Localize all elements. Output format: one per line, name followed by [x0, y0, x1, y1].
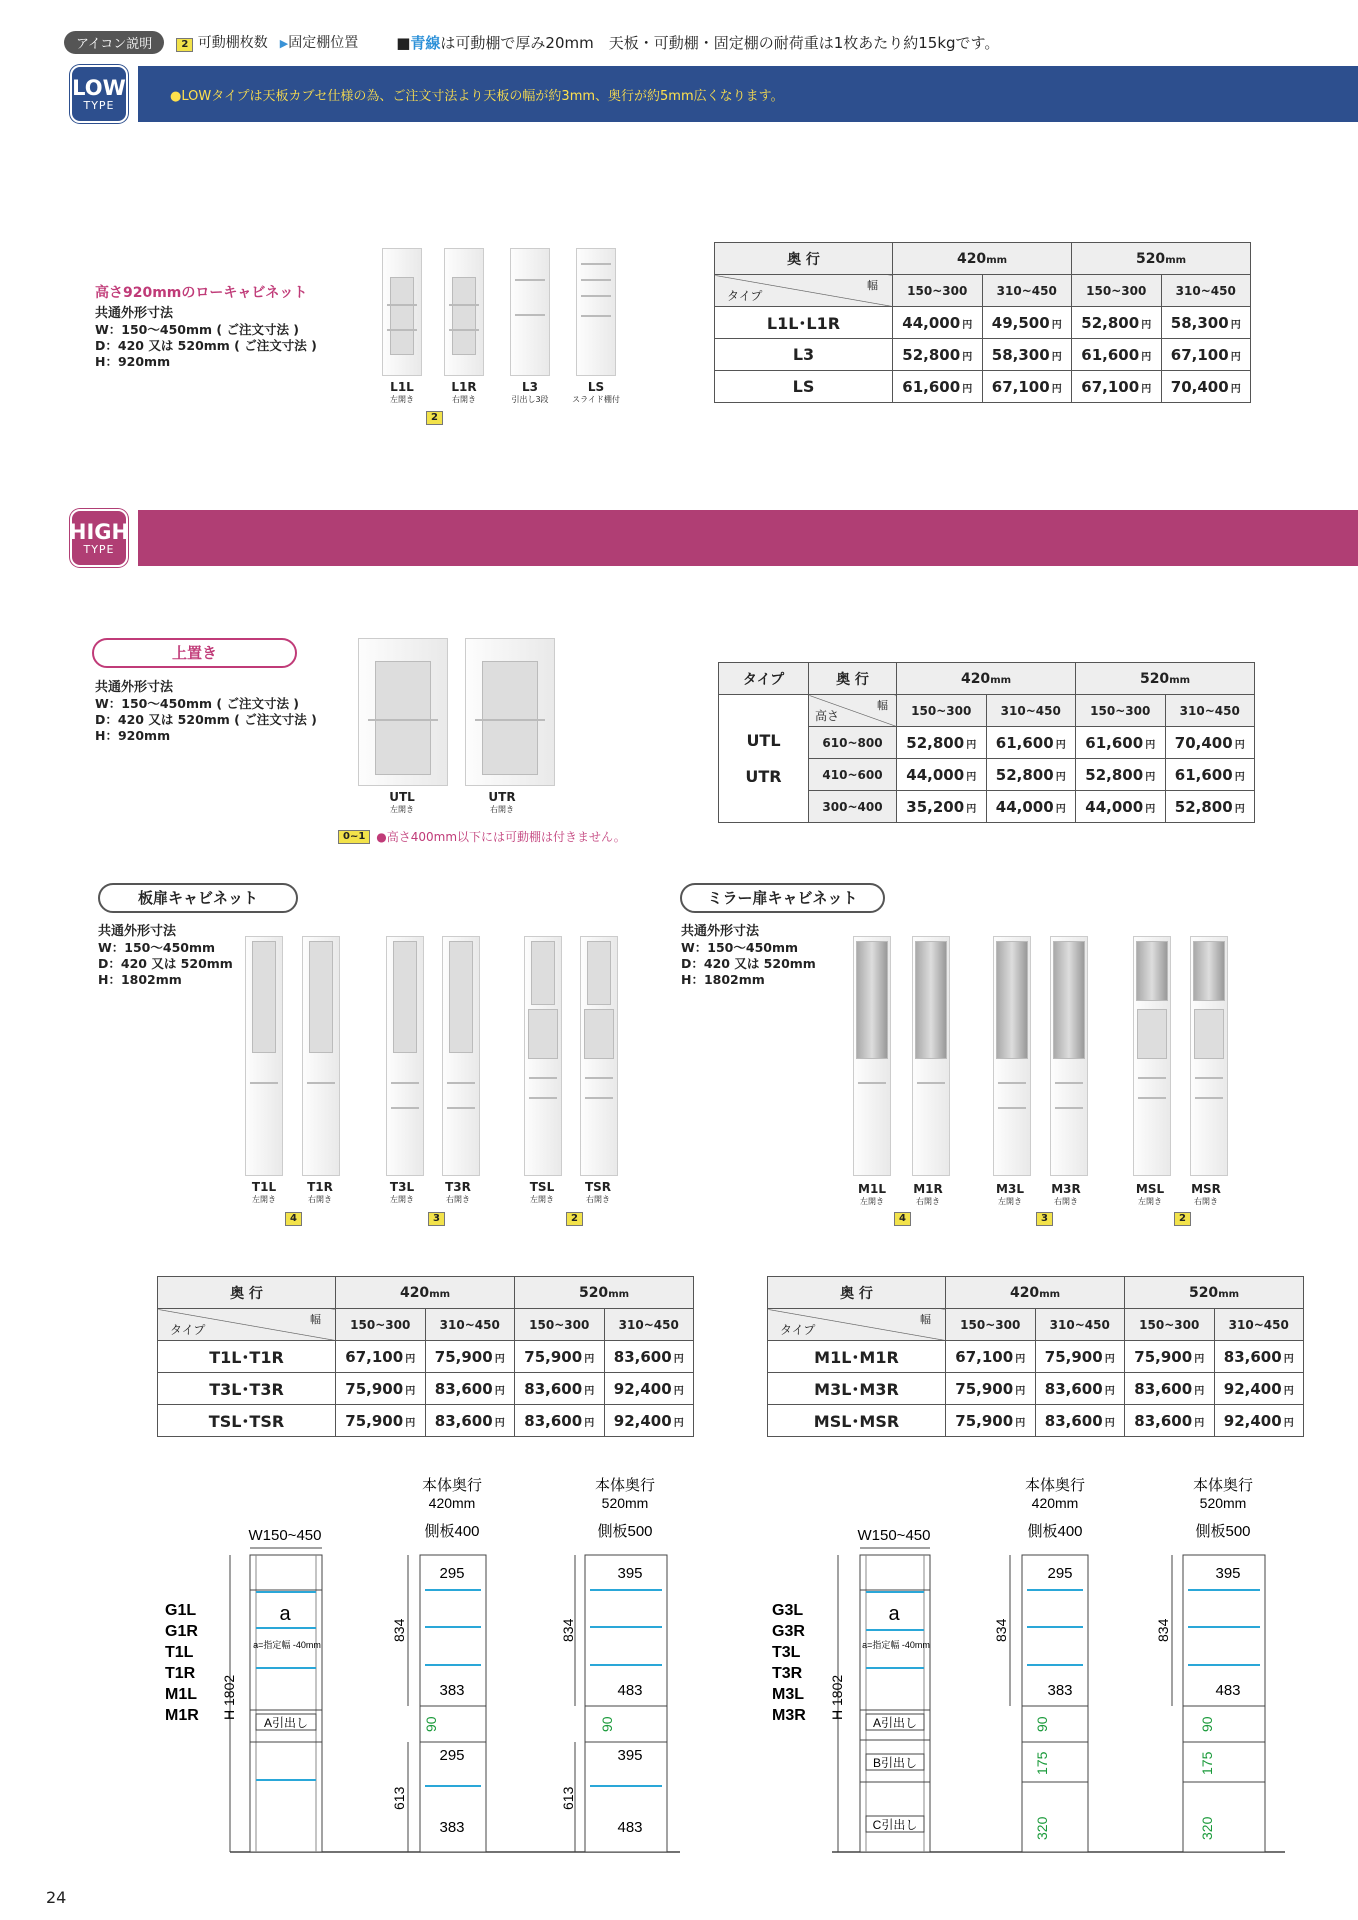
- svg-text:483: 483: [617, 1682, 643, 1699]
- table-row: 410~600 44,000 円 52,800 円 52,800 円 61,600 円: [719, 759, 1255, 791]
- table-row: T3L･T3R 75,900 円 83,600 円 83,600 円 92,400 円: [158, 1373, 694, 1405]
- top-unit-title: 上置き: [92, 638, 297, 668]
- svg-text:W150~450: W150~450: [857, 1527, 931, 1544]
- svg-text:383: 383: [439, 1682, 465, 1699]
- badge-m3: 3: [1036, 1212, 1053, 1226]
- low-spec: 共通外形寸法 W：150～450mm ( ご注文寸法 ) D：420 又は 520mm ( ご注文寸法 ) H：920mm: [95, 306, 317, 369]
- table-row: T1L･T1R 67,100 円 75,900 円 75,900 円 83,600 円: [158, 1341, 694, 1373]
- label-utr: UTR 右開き: [488, 790, 516, 814]
- cabinet-m1r: [912, 936, 950, 1176]
- page-number: 24: [46, 1888, 67, 1907]
- model-code: G3R: [772, 1623, 805, 1640]
- label-l3: L3 引出し3段: [511, 380, 549, 404]
- mirror-price-table: 奥 行 420mm 520mm タイプ 幅 150~300 310~450 150~300 310~450 M1L･M1R 67,100 円 75,900 円 75,900 円 83,600 円 M3L･M3R 75,900 円 83,600 円 83,600 円 92,400 円 MSL･MSR 75,900 円 83,600 円 83,600 円 92,400 円: [767, 1276, 1304, 1437]
- shelf-count-text: 可動棚枚数: [197, 35, 268, 51]
- svg-text:420mm: 420mm: [1031, 1495, 1079, 1511]
- low-price-table: 奥 行 420mm 520mm タイプ 幅 150~300 310~450 150~300 310~450 L1L･L1R 44,000 円 49,500 円 52,800 円 58,300 円 L3 52,800 円 58,300 円 61,600 円 67,100 円 LS 61,600 円 67,100 円 67,100 円 70,400 円: [714, 242, 1251, 403]
- model-code: G1L: [165, 1602, 197, 1619]
- badge-t3: 3: [428, 1212, 445, 1226]
- low-title: 高さ920mmのローキャビネット: [95, 285, 308, 301]
- svg-text:90: 90: [423, 1716, 439, 1732]
- svg-text:320: 320: [1199, 1816, 1215, 1840]
- cabinet-utl: [358, 638, 448, 786]
- cabinet-ls: [576, 248, 616, 376]
- model-code: M1L: [165, 1686, 197, 1703]
- fixed-shelf-text: 固定棚位置: [288, 35, 359, 51]
- badge-m1: 4: [894, 1212, 911, 1226]
- label-m3l: M3L 左開き: [996, 1182, 1024, 1206]
- svg-text:395: 395: [617, 1565, 643, 1582]
- table-row: TSL･TSR 75,900 円 83,600 円 83,600 円 92,400 円: [158, 1405, 694, 1437]
- cabinet-l3: [510, 248, 550, 376]
- svg-text:320: 320: [1034, 1816, 1050, 1840]
- svg-text:834: 834: [391, 1618, 407, 1642]
- model-code: T3L: [772, 1644, 801, 1661]
- svg-text:175: 175: [1034, 1751, 1050, 1775]
- svg-text:420mm: 420mm: [428, 1495, 476, 1511]
- svg-text:613: 613: [560, 1786, 576, 1810]
- left-front-view: [165, 1527, 322, 1852]
- label-msl: MSL 左開き: [1135, 1182, 1165, 1206]
- svg-text:a: a: [279, 1603, 291, 1625]
- top-unit-spec: 共通外形寸法 W：150～450mm ( ご注文寸法 ) D：420 又は 520mm ( ご注文寸法 ) H：920mm: [95, 680, 317, 743]
- svg-text:90: 90: [1034, 1716, 1050, 1732]
- label-msr: MSR 右開き: [1191, 1182, 1221, 1206]
- svg-text:a=指定幅 -40mm: a=指定幅 -40mm: [253, 1640, 321, 1650]
- svg-text:520mm: 520mm: [601, 1495, 649, 1511]
- model-code: M3R: [772, 1707, 806, 1724]
- svg-text:本体奥行: 本体奥行: [594, 1477, 656, 1494]
- label-t3l: T3L 左開き: [389, 1180, 415, 1204]
- cabinet-msr: [1190, 936, 1228, 1176]
- svg-text:a: a: [888, 1603, 900, 1625]
- svg-text:側板500: 側板500: [597, 1523, 653, 1540]
- svg-text:H 1802: H 1802: [221, 1674, 237, 1720]
- svg-text:90: 90: [599, 1716, 615, 1732]
- mirror-cabinet-title: ミラー扉キャビネット: [680, 883, 885, 913]
- model-code: T3R: [772, 1665, 803, 1682]
- cabinet-t3l: [386, 936, 424, 1176]
- table-row: L3 52,800 円 58,300 円 61,600 円 67,100 円: [715, 339, 1251, 371]
- low-band-note: ●LOWタイプは天板カブセ仕様の為、ご注文寸法より天板の幅が約3mm、奥行が約5mm広くなります。: [170, 89, 784, 104]
- left-side-520: [560, 1477, 667, 1852]
- svg-text:483: 483: [617, 1819, 643, 1836]
- model-code: M1R: [165, 1707, 199, 1724]
- label-t3r: T3R 右開き: [445, 1180, 471, 1204]
- model-code: M3L: [772, 1686, 804, 1703]
- high-type-band: [138, 510, 1358, 566]
- label-t1r: T1R 右開き: [307, 1180, 333, 1204]
- right-model-list: [772, 1602, 806, 1724]
- svg-text:C引出し: C引出し: [872, 1818, 918, 1832]
- shelf-note: ■青線は可動棚で厚み20mm 天板・可動棚・固定棚の耐荷重は1枚あたり約15kgです。: [396, 33, 1000, 52]
- label-m1r: M1R 右開き: [913, 1182, 943, 1206]
- svg-text:A引出し: A引出し: [263, 1716, 309, 1730]
- svg-text:834: 834: [1155, 1618, 1171, 1642]
- legend-title: アイコン説明: [64, 31, 164, 54]
- cabinet-msl: [1133, 936, 1171, 1176]
- cabinet-tsr: [580, 936, 618, 1176]
- badge-t1: 4: [285, 1212, 302, 1226]
- top-unit-note: 0~1 ●高さ400mm以下には可動棚は付きません。: [338, 828, 626, 845]
- cabinet-m3r: [1050, 936, 1088, 1176]
- label-ls: LS スライド棚付: [572, 380, 620, 404]
- svg-text:383: 383: [439, 1819, 465, 1836]
- cabinet-t1l: [245, 936, 283, 1176]
- right-side-420: [993, 1477, 1088, 1852]
- board-cabinet-title: 板扉キャビネット: [98, 883, 298, 913]
- table-row: 610~800 52,800 円 61,600 円 61,600 円 70,400 円: [719, 727, 1255, 759]
- svg-text:295: 295: [1047, 1565, 1073, 1582]
- table-row: M1L･M1R 67,100 円 75,900 円 75,900 円 83,600 円: [768, 1341, 1304, 1373]
- svg-text:383: 383: [1047, 1682, 1073, 1699]
- label-tsl: TSL 左開き: [529, 1180, 555, 1204]
- table-row: LS 61,600 円 67,100 円 67,100 円 70,400 円: [715, 371, 1251, 403]
- cabinet-l1r: [444, 248, 484, 376]
- model-code: G3L: [772, 1602, 804, 1619]
- label-l1r: L1R 右開き: [451, 380, 477, 404]
- cabinet-m1l: [853, 936, 891, 1176]
- svg-text:834: 834: [560, 1618, 576, 1642]
- mirror-cabinet-spec: 共通外形寸法 W：150～450mm D：420 又は 520mm H：1802mm: [681, 924, 816, 987]
- label-utl: UTL 左開き: [389, 790, 415, 814]
- table-row: MSL･MSR 75,900 円 83,600 円 83,600 円 92,400 円: [768, 1405, 1304, 1437]
- svg-text:90: 90: [1199, 1716, 1215, 1732]
- svg-text:483: 483: [1215, 1682, 1241, 1699]
- label-m1l: M1L 左開き: [858, 1182, 886, 1206]
- model-code: G1R: [165, 1623, 198, 1640]
- svg-text:H 1802: H 1802: [829, 1674, 845, 1720]
- label-t1l: T1L 左開き: [251, 1180, 277, 1204]
- svg-text:A引出し: A引出し: [872, 1716, 918, 1730]
- cabinet-l1l: [382, 248, 422, 376]
- model-code: T1L: [165, 1644, 194, 1661]
- table-row: 300~400 35,200 円 44,000 円 44,000 円 52,800 円: [719, 791, 1255, 823]
- badge-ts: 2: [566, 1212, 583, 1226]
- cabinet-m3l: [993, 936, 1031, 1176]
- svg-text:395: 395: [617, 1747, 643, 1764]
- low-shelf-badge: 2: [426, 411, 443, 425]
- svg-text:B引出し: B引出し: [872, 1756, 918, 1770]
- svg-text:613: 613: [391, 1786, 407, 1810]
- svg-text:側板500: 側板500: [1195, 1523, 1251, 1540]
- svg-text:295: 295: [439, 1747, 465, 1764]
- shelf-count-badge: 2: [176, 38, 193, 52]
- technical-drawings: [0, 1470, 1358, 1870]
- left-side-420: [391, 1477, 486, 1852]
- svg-text:本体奥行: 本体奥行: [1192, 1477, 1254, 1494]
- svg-text:395: 395: [1215, 1565, 1241, 1582]
- model-code: T1R: [165, 1665, 196, 1682]
- cabinet-tsl: [524, 936, 562, 1176]
- badge-ms: 2: [1174, 1212, 1191, 1226]
- low-type-badge: LOW TYPE: [70, 65, 128, 123]
- board-price-table: 奥 行 420mm 520mm タイプ 幅 150~300 310~450 150~300 310~450 T1L･T1R 67,100 円 75,900 円 75,900 円 83,600 円 T3L･T3R 75,900 円 83,600 円 83,600 円 92,400 円 TSL･TSR 75,900 円 83,600 円 83,600 円 92,400 円: [157, 1276, 694, 1437]
- svg-text:本体奥行: 本体奥行: [1024, 1477, 1086, 1494]
- svg-text:側板400: 側板400: [1027, 1523, 1083, 1540]
- fixed-shelf-triangle-icon: ▶: [279, 37, 289, 50]
- table-row: M3L･M3R 75,900 円 83,600 円 83,600 円 92,400 円: [768, 1373, 1304, 1405]
- svg-text:175: 175: [1199, 1751, 1215, 1775]
- right-side-520: [1155, 1477, 1265, 1852]
- top-unit-price-table: タイプ 奥 行 420mm 520mm UTL UTR 高さ 幅 150~300 310~450 150~300 310~450 610~800 52,800 円 61,600 円 61,600 円 70,400 円 410~600 44,000 円 52,800 円 52,800 円 61,600 円 300~400 35,200 円 44,000 円 44,000 円 52,800 円: [718, 662, 1255, 823]
- icon-legend: [64, 30, 999, 54]
- svg-text:295: 295: [439, 1565, 465, 1582]
- high-type-badge: HIGH TYPE: [70, 509, 128, 567]
- cabinet-utr: [465, 638, 555, 786]
- svg-text:本体奥行: 本体奥行: [421, 1477, 483, 1494]
- label-l1l: L1L 左開き: [390, 380, 414, 404]
- left-width: W150~450: [248, 1527, 322, 1544]
- table-row: L1L･L1R 44,000 円 49,500 円 52,800 円 58,300 円: [715, 307, 1251, 339]
- cabinet-t3r: [442, 936, 480, 1176]
- svg-text:834: 834: [993, 1618, 1009, 1642]
- cabinet-t1r: [302, 936, 340, 1176]
- board-cabinet-spec: 共通外形寸法 W：150～450mm D：420 又は 520mm H：1802mm: [98, 924, 233, 987]
- svg-text:側板400: 側板400: [424, 1523, 480, 1540]
- label-tsr: TSR 右開き: [584, 1180, 612, 1204]
- svg-text:520mm: 520mm: [1199, 1495, 1247, 1511]
- left-model-list: [165, 1602, 199, 1724]
- right-front-view: [772, 1527, 930, 1852]
- label-m3r: M3R 右開き: [1051, 1182, 1081, 1206]
- svg-text:a=指定幅 -40mm: a=指定幅 -40mm: [862, 1640, 930, 1650]
